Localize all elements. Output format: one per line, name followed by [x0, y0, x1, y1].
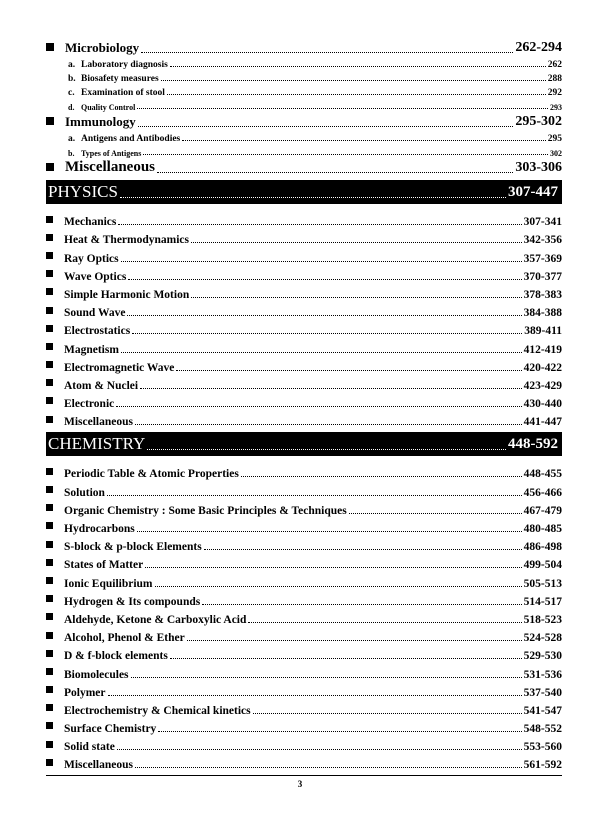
- toc-entry-label: Aldehyde, Ketone & Carboxylic Acid: [64, 613, 247, 626]
- toc-entry-label: Polymer: [64, 686, 106, 699]
- toc-entry-microbiology[interactable]: [46, 38, 562, 56]
- toc-subentry-page: 302: [550, 149, 562, 158]
- toc-entry-miscellaneous[interactable]: [46, 158, 562, 176]
- toc-subentry-page: 293: [550, 103, 562, 112]
- square-bullet-icon: [46, 379, 53, 386]
- toc-entry-label: Organic Chemistry : Some Basic Principles & Techniques: [64, 504, 347, 517]
- toc-entry-label: Mechanics: [64, 216, 117, 229]
- page-number: 3: [297, 779, 303, 789]
- square-bullet-icon: [46, 668, 53, 675]
- toc-entry-pages: 423-429: [523, 379, 562, 392]
- toc-entry-pages: 514-517: [523, 595, 562, 608]
- toc-entry[interactable]: [46, 608, 562, 626]
- dot-leader: [118, 224, 521, 225]
- toc-entry[interactable]: [46, 662, 562, 680]
- toc-entry-pages: 378-383: [523, 288, 562, 301]
- toc-entry-pages: 448-455: [523, 468, 562, 481]
- square-bullet-icon: [46, 595, 53, 602]
- square-bullet-icon: [46, 307, 53, 314]
- dot-leader: [202, 604, 521, 605]
- toc-entry[interactable]: [46, 265, 562, 283]
- dot-leader: [145, 567, 521, 568]
- toc-entry[interactable]: [46, 644, 562, 662]
- toc-entry-label: Atom & Nuclei: [64, 379, 139, 392]
- toc-subentry[interactable]: [46, 56, 562, 70]
- toc-entry-pages: 295-302: [515, 114, 562, 129]
- toc-entry-label: Electrochemistry & Chemical kinetics: [64, 704, 251, 717]
- toc-entry-label: Miscellaneous: [64, 416, 133, 429]
- toc-entry-pages: 412-419: [523, 343, 562, 356]
- toc-entry-pages: 524-528: [523, 632, 562, 645]
- toc-entry-label: Miscellaneous: [65, 159, 155, 175]
- toc-entry-pages: 480-485: [523, 523, 562, 535]
- toc-entry-label: Sound Wave: [64, 307, 126, 320]
- toc-subentry-label: Biosafety measures: [81, 74, 159, 84]
- dot-leader: [128, 279, 521, 280]
- toc-entry[interactable]: [46, 480, 562, 498]
- dot-leader: [135, 767, 522, 768]
- dot-leader: [121, 352, 522, 353]
- toc-entry-pages: 499-504: [523, 559, 562, 572]
- toc-subentry-label: Types of Antigens: [81, 149, 142, 158]
- dot-leader: [191, 242, 522, 243]
- section-pages: 448-592: [508, 435, 558, 452]
- toc-entry-pages: 357-369: [523, 252, 562, 265]
- square-bullet-icon: [46, 541, 53, 548]
- toc-entry-pages: 518-523: [523, 613, 562, 626]
- footer-rule: [46, 775, 562, 776]
- toc-entry-label: Heat & Thermodynamics: [64, 234, 190, 247]
- square-bullet-icon: [46, 722, 53, 729]
- square-bullet-icon: [46, 117, 54, 125]
- toc-entry-label: Solution: [64, 486, 105, 499]
- toc-entry-pages: 303-306: [515, 160, 562, 175]
- toc-subentry[interactable]: [46, 84, 562, 98]
- square-bullet-icon: [46, 43, 54, 51]
- toc-entry[interactable]: [46, 571, 562, 589]
- toc-entry-pages: 430-440: [523, 398, 562, 411]
- square-bullet-icon: [46, 704, 53, 711]
- toc-entry-label: Electromagnetic Wave: [64, 361, 175, 374]
- toc-entry-label: Wave Optics: [64, 270, 127, 283]
- dot-leader: [143, 154, 548, 155]
- dot-leader: [167, 94, 546, 95]
- dot-leader: [155, 586, 522, 587]
- toc-entry-pages: 342-356: [523, 234, 562, 247]
- toc-subentry[interactable]: [46, 70, 562, 84]
- dot-leader: [248, 622, 521, 623]
- toc-entry-label: Simple Harmonic Motion: [64, 288, 190, 301]
- toc-entry-pages: 548-552: [523, 723, 562, 736]
- chemistry-topic-list: [46, 462, 562, 771]
- dot-leader: [204, 549, 522, 550]
- toc-subentry-label: Antigens and Antibodies: [81, 134, 181, 144]
- square-bullet-icon: [46, 361, 53, 368]
- toc-entry[interactable]: [46, 699, 562, 717]
- toc-entry[interactable]: [46, 374, 562, 392]
- toc-entry-pages: 456-466: [523, 486, 562, 499]
- toc-entry[interactable]: [46, 410, 562, 428]
- dot-leader: [137, 108, 548, 109]
- toc-subentry[interactable]: [46, 144, 562, 158]
- square-bullet-icon: [46, 686, 53, 693]
- table-of-contents: [46, 38, 562, 771]
- toc-entry-immunology[interactable]: [46, 112, 562, 130]
- square-bullet-icon: [46, 759, 53, 766]
- toc-entry-label: Ray Optics: [64, 252, 119, 265]
- toc-entry-label: Alcohol, Phenol & Ether: [64, 632, 185, 645]
- toc-entry-label: Hydrocarbons: [64, 523, 135, 535]
- toc-entry[interactable]: [46, 735, 562, 753]
- dot-leader: [132, 333, 522, 334]
- dot-leader: [147, 439, 506, 450]
- dot-leader: [107, 495, 522, 496]
- square-bullet-icon: [46, 216, 53, 223]
- toc-entry[interactable]: [46, 301, 562, 319]
- dot-leader: [120, 187, 506, 198]
- toc-entry-pages: 529-530: [523, 650, 562, 663]
- toc-entry-pages: 531-536: [523, 668, 562, 681]
- toc-subentry-label: Examination of stool: [81, 88, 165, 98]
- toc-entry-label: Immunology: [65, 114, 136, 129]
- dot-leader: [170, 66, 546, 67]
- toc-entry-label: States of Matter: [64, 559, 144, 572]
- toc-subentry-page: 262: [547, 60, 562, 70]
- toc-entry-label: Magnetism: [64, 343, 119, 356]
- toc-entry[interactable]: [46, 246, 562, 264]
- toc-entry-label: Microbiology: [65, 40, 140, 55]
- square-bullet-icon: [46, 234, 53, 241]
- dot-leader: [191, 297, 521, 298]
- toc-entry[interactable]: [46, 337, 562, 355]
- square-bullet-icon: [46, 577, 53, 584]
- toc-entry[interactable]: [46, 626, 562, 644]
- subentry-letter: c.: [68, 88, 75, 98]
- toc-entry-pages: 486-498: [523, 541, 562, 554]
- toc-entry-label: D & f-block elements: [64, 650, 168, 663]
- toc-subentry-page: 292: [547, 88, 562, 98]
- toc-subentry-page: 295: [547, 134, 562, 144]
- section-pages: 307-447: [508, 183, 558, 200]
- dot-leader: [176, 370, 521, 371]
- dot-leader: [157, 172, 513, 173]
- toc-entry-label: Electronic: [64, 398, 115, 411]
- square-bullet-icon: [46, 613, 53, 620]
- toc-entry-pages: 262-294: [515, 40, 562, 55]
- toc-subentry-label: Laboratory diagnosis: [81, 60, 168, 70]
- square-bullet-icon: [46, 632, 53, 639]
- toc-entry-pages: 420-422: [523, 361, 562, 374]
- toc-entry-pages: 384-388: [523, 307, 562, 320]
- toc-entry-pages: 370-377: [523, 270, 562, 283]
- square-bullet-icon: [46, 270, 53, 277]
- dot-leader: [161, 80, 546, 81]
- square-bullet-icon: [46, 416, 53, 423]
- dot-leader: [137, 531, 522, 532]
- toc-entry[interactable]: [46, 283, 562, 301]
- physics-topic-list: [46, 210, 562, 428]
- toc-subentry-page: 288: [547, 74, 562, 84]
- toc-entry-pages: 553-560: [523, 741, 562, 754]
- dot-leader: [141, 52, 513, 53]
- toc-entry[interactable]: [46, 210, 562, 228]
- dot-leader: [182, 140, 545, 141]
- subentry-letter: b.: [68, 74, 76, 84]
- toc-entry-pages: 561-592: [523, 759, 562, 772]
- square-bullet-icon: [46, 343, 53, 350]
- toc-entry-pages: 389-411: [524, 325, 562, 338]
- section-header-physics[interactable]: [46, 180, 562, 204]
- dot-leader: [116, 406, 521, 407]
- square-bullet-icon: [46, 522, 53, 529]
- dot-leader: [135, 424, 522, 425]
- dot-leader: [170, 658, 522, 659]
- toc-entry[interactable]: [46, 462, 562, 480]
- toc-entry-label: Periodic Table & Atomic Properties: [64, 468, 239, 481]
- dot-leader: [138, 126, 514, 127]
- toc-subentry-label: Quality Control: [81, 103, 136, 112]
- toc-entry[interactable]: [46, 681, 562, 699]
- toc-entry-pages: 537-540: [523, 686, 562, 699]
- subentry-letter: d.: [68, 103, 75, 112]
- toc-entry-pages: 541-547: [523, 704, 562, 717]
- square-bullet-icon: [46, 288, 53, 295]
- toc-entry[interactable]: [46, 535, 562, 553]
- section-title: CHEMISTRY: [48, 434, 146, 454]
- section-title: PHYSICS: [48, 182, 118, 201]
- square-bullet-icon: [46, 650, 53, 657]
- section-header-chemistry[interactable]: [46, 432, 562, 456]
- square-bullet-icon: [46, 741, 53, 748]
- toc-entry-label: Hydrogen & Its compounds: [64, 595, 201, 608]
- toc-entry-label: Electrostatics: [64, 325, 131, 338]
- dot-leader: [349, 513, 522, 514]
- dot-leader: [187, 640, 522, 641]
- toc-subentry[interactable]: [46, 130, 562, 144]
- square-bullet-icon: [46, 486, 53, 493]
- dot-leader: [127, 315, 521, 316]
- toc-entry-pages: 505-513: [523, 577, 562, 590]
- toc-entry-pages: 307-341: [523, 216, 562, 229]
- toc-entry[interactable]: [46, 356, 562, 374]
- toc-entry[interactable]: [46, 228, 562, 246]
- square-bullet-icon: [46, 325, 53, 332]
- square-bullet-icon: [46, 252, 53, 259]
- subentry-letter: a.: [68, 134, 76, 144]
- toc-entry-label: Surface Chemistry: [64, 723, 157, 736]
- dot-leader: [121, 261, 522, 262]
- dot-leader: [140, 388, 522, 389]
- dot-leader: [108, 695, 522, 696]
- dot-leader: [117, 749, 522, 750]
- square-bullet-icon: [46, 163, 54, 171]
- toc-entry-label: Solid state: [64, 741, 115, 754]
- toc-entry[interactable]: [46, 553, 562, 571]
- subentry-letter: a.: [68, 60, 76, 70]
- dot-leader: [241, 476, 522, 477]
- toc-entry-label: Miscellaneous: [64, 759, 133, 772]
- toc-entry[interactable]: [46, 590, 562, 608]
- dot-leader: [158, 731, 521, 732]
- toc-entry[interactable]: [46, 517, 562, 535]
- toc-entry[interactable]: [46, 392, 562, 410]
- subentry-letter: b.: [68, 149, 75, 158]
- dot-leader: [253, 713, 522, 714]
- toc-entry-pages: 467-479: [523, 504, 562, 517]
- square-bullet-icon: [46, 559, 53, 566]
- toc-entry[interactable]: [46, 319, 562, 337]
- square-bullet-icon: [46, 397, 53, 404]
- toc-entry-label: Ionic Equilibrium: [64, 577, 153, 590]
- toc-entry-pages: 441-447: [523, 416, 562, 429]
- toc-entry-label: Biomolecules: [64, 668, 129, 681]
- square-bullet-icon: [46, 468, 53, 475]
- toc-entry-label: S-block & p-block Elements: [64, 541, 202, 554]
- toc-entry[interactable]: [46, 753, 562, 771]
- toc-subentry[interactable]: [46, 98, 562, 112]
- toc-entry[interactable]: [46, 499, 562, 517]
- toc-entry[interactable]: [46, 717, 562, 735]
- square-bullet-icon: [46, 504, 53, 511]
- dot-leader: [131, 677, 522, 678]
